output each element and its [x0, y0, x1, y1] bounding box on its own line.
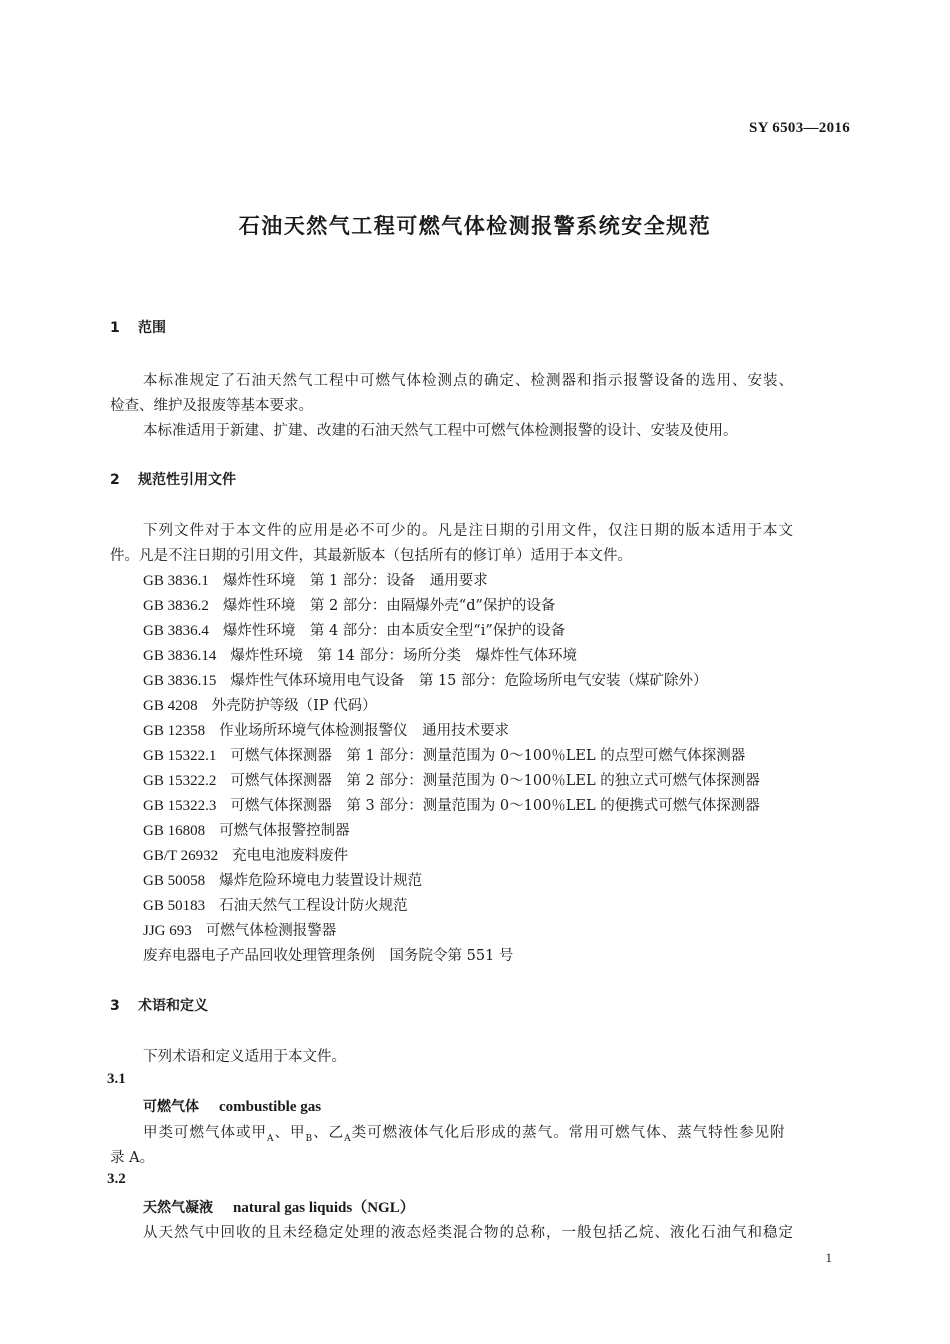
reference-title: 石油天然气工程设计防火规范 — [219, 898, 408, 914]
reference-item — [143, 669, 708, 690]
reference-title: 充电电池废料废件 — [232, 848, 349, 864]
definition-text: 甲类可燃气体或甲 — [143, 1125, 267, 1141]
subscript: B — [305, 1133, 314, 1144]
reference-title: 可燃气体报警控制器 — [219, 823, 350, 839]
term-number: 3.1 — [107, 1071, 126, 1087]
reference-title: 可燃气体检测报警器 — [205, 923, 337, 939]
reference-code: GB 3836.4 — [143, 623, 209, 639]
reference-title: 爆炸性环境 第 1 部分：设备 通用要求 — [222, 573, 488, 589]
reference-title: 爆炸性环境 第 4 部分：由本质安全型“i”保护的设备 — [222, 623, 566, 639]
reference-code: GB 15322.1 — [143, 748, 217, 764]
reference-item — [143, 919, 336, 940]
section-number: 3 — [110, 998, 120, 1014]
page-number: 1 — [825, 1250, 832, 1265]
reference-item — [143, 894, 408, 915]
reference-item — [143, 594, 555, 615]
reference-code: GB 15322.2 — [143, 773, 217, 789]
section-number: 1 — [110, 320, 120, 336]
reference-title: 作业场所环境气体检测报警仪 通用技术要求 — [219, 723, 510, 739]
reference-code: GB 15322.3 — [143, 798, 217, 814]
reference-item — [143, 719, 509, 740]
reference-code: GB 4208 — [143, 698, 198, 714]
term-definition-line-1: 从天然气中回收的且未经稳定处理的液态烃类混合物的总称，一般包括乙烷、液化石油气和稳定 — [143, 1225, 794, 1241]
reference-title: 可燃气体探测器 第 2 部分：测量范围为 0～100％LEL 的独立式可燃气体探测器 — [230, 773, 760, 789]
reference-code: GB 50058 — [143, 873, 206, 889]
term-title — [143, 1096, 321, 1116]
reference-item — [143, 794, 760, 815]
section-1-para-2: 本标准适用于新建、扩建、改建的石油天然气工程中可燃气体检测报警的设计、安装及使用。 — [143, 423, 738, 439]
section-2-intro-line-2: 件。凡是不注日期的引用文件，其最新版本（包括所有的修订单）适用于本文件。 — [110, 548, 632, 564]
reference-item — [143, 569, 488, 590]
definition-text: 类可燃液体气化后形成的蒸气。常用可燃气体、蒸气特性参见附 — [351, 1125, 786, 1141]
section-3-intro: 下列术语和定义适用于本文件。 — [143, 1049, 346, 1065]
term-number: 3.2 — [107, 1171, 126, 1187]
section-2-intro-line-1: 下列文件对于本文件的应用是必不可少的。凡是注日期的引用文件，仅注日期的版本适用于本文 — [143, 523, 794, 539]
section-title: 规范性引用文件 — [138, 472, 236, 488]
reference-item — [143, 869, 422, 890]
reference-item — [143, 844, 348, 865]
reference-code: GB 16808 — [143, 823, 206, 839]
definition-text: 、乙 — [313, 1125, 345, 1141]
reference-item — [143, 644, 577, 665]
term-definition-line-1 — [143, 1121, 786, 1144]
term-chinese: 天然气凝液 — [143, 1200, 213, 1216]
reference-item — [143, 944, 513, 965]
reference-code: GB 50183 — [143, 898, 206, 914]
reference-title: 爆炸危险环境电力装置设计规范 — [219, 873, 423, 889]
section-1-para-1-line-1: 本标准规定了石油天然气工程中可燃气体检测点的确定、检测器和指示报警设备的选用、安装、 — [143, 373, 794, 389]
reference-item — [143, 769, 760, 790]
reference-title: 可燃气体探测器 第 1 部分：测量范围为 0～100％LEL 的点型可燃气体探测器 — [230, 748, 746, 764]
reference-title: 废弃电器电子产品回收处理管理条例 国务院令第 551 号 — [143, 948, 514, 964]
reference-code: GB/T 26932 — [143, 848, 219, 864]
section-1-heading — [110, 317, 166, 337]
reference-item — [143, 619, 565, 640]
section-title: 术语和定义 — [138, 998, 208, 1014]
section-title: 范围 — [138, 320, 166, 336]
reference-code: JJG 693 — [143, 923, 192, 939]
reference-code: GB 3836.1 — [143, 573, 209, 589]
section-1-para-1-line-2: 检查、维护及报废等基本要求。 — [110, 398, 313, 414]
section-3-heading — [110, 995, 208, 1015]
reference-title: 外壳防护等级（IP 代码） — [211, 698, 377, 714]
subscript: A — [344, 1133, 352, 1144]
term-english: combustible gas — [219, 1099, 322, 1115]
term-chinese: 可燃气体 — [143, 1099, 199, 1115]
document-title: 石油天然气工程可燃气体检测报警系统安全规范 — [238, 214, 712, 238]
standard-code: SY 6503—2016 — [749, 120, 850, 136]
reference-code: GB 3836.2 — [143, 598, 209, 614]
definition-text: 、甲 — [274, 1125, 306, 1141]
reference-title: 爆炸性环境 第 14 部分：场所分类 爆炸性气体环境 — [230, 648, 578, 664]
reference-title: 爆炸性环境 第 2 部分：由隔爆外壳“d”保护的设备 — [222, 598, 556, 614]
section-number: 2 — [110, 472, 120, 488]
subscript: A — [267, 1133, 275, 1144]
reference-code: GB 12358 — [143, 723, 206, 739]
term-title — [143, 1196, 415, 1217]
section-2-heading — [110, 469, 236, 489]
reference-code: GB 3836.14 — [143, 648, 217, 664]
reference-item — [143, 819, 350, 840]
reference-item — [143, 694, 377, 715]
term-definition-line-2: 录 A。 — [110, 1150, 155, 1166]
reference-title: 可燃气体探测器 第 3 部分：测量范围为 0～100％LEL 的便携式可燃气体探测器 — [230, 798, 760, 814]
reference-code: GB 3836.15 — [143, 673, 217, 689]
term-english: natural gas liquids（NGL） — [233, 1200, 415, 1216]
reference-item — [143, 744, 745, 765]
reference-title: 爆炸性气体环境用电气设备 第 15 部分：危险场所电气安装（煤矿除外） — [230, 673, 708, 689]
